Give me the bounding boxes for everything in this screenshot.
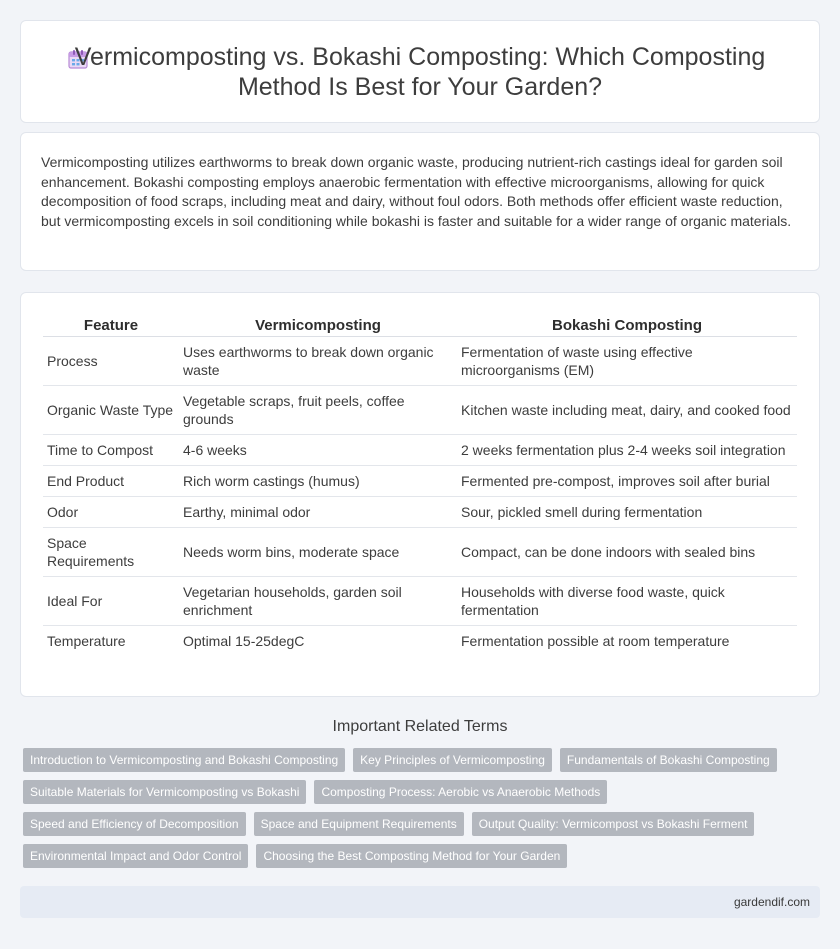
feature-cell: Process <box>43 337 179 386</box>
table-row <box>43 497 797 528</box>
bokashi-cell: Kitchen waste including meat, dairy, and cooked food <box>457 386 797 435</box>
vermicomposting-cell: Optimal 15-25degC <box>183 633 305 649</box>
related-term-tag[interactable]: Fundamentals of Bokashi Composting <box>560 748 777 772</box>
related-term-tag[interactable]: Speed and Efficiency of Decomposition <box>23 812 246 836</box>
intro-card <box>20 132 820 271</box>
comparison-card <box>20 292 820 697</box>
table-row <box>43 577 797 626</box>
bokashi-cell: Households with diverse food waste, quick fermentation <box>457 577 797 626</box>
related-terms-section <box>20 718 820 868</box>
title-card <box>20 20 820 123</box>
header-feature: Feature <box>43 313 179 337</box>
table-row <box>43 386 797 435</box>
footer <box>20 886 820 918</box>
table-row <box>43 466 797 497</box>
related-term-tag[interactable]: Introduction to Vermicomposting and Bokashi Composting <box>23 748 345 772</box>
vermicomposting-cell: Vegetable scraps, fruit peels, coffee grounds <box>179 386 457 435</box>
related-term-tag[interactable]: Output Quality: Vermicompost vs Bokashi Ferment <box>472 812 755 836</box>
related-terms-heading: Important Related Terms <box>332 718 508 735</box>
bokashi-cell: Fermentation of waste using effective microorganisms (EM) <box>457 337 797 386</box>
vermicomposting-cell: Rich worm castings (humus) <box>179 466 457 497</box>
bokashi-cell: 2 weeks fermentation plus 2-4 weeks soil integration <box>457 435 797 466</box>
bokashi-cell: Sour, pickled smell during fermentation <box>457 497 797 528</box>
feature-cell: Space Requirements <box>43 528 179 577</box>
footer-site-link[interactable]: gardendif.com <box>733 895 810 909</box>
table-row <box>43 528 797 577</box>
feature-cell: Odor <box>43 497 179 528</box>
related-term-tag[interactable]: Choosing the Best Composting Method for Your Garden <box>256 844 567 868</box>
related-term-tag[interactable]: Space and Equipment Requirements <box>254 812 464 836</box>
table-row <box>43 435 797 466</box>
header-vermicomposting: Vermicomposting <box>179 313 457 337</box>
related-term-tag[interactable]: Key Principles of Vermicomposting <box>353 748 552 772</box>
bokashi-cell: Fermentation possible at room temperature <box>461 633 730 649</box>
header-bokashi: Bokashi Composting <box>457 313 797 337</box>
related-term-tag[interactable]: Composting Process: Aerobic vs Anaerobic Methods <box>314 780 607 804</box>
related-terms-tags <box>20 748 820 868</box>
bokashi-cell: Compact, can be done indoors with sealed bins <box>457 528 797 577</box>
vermicomposting-cell: Needs worm bins, moderate space <box>179 528 457 577</box>
vermicomposting-cell: Earthy, minimal odor <box>179 497 457 528</box>
related-term-tag[interactable]: Suitable Materials for Vermicomposting vs Bokashi <box>23 780 306 804</box>
table-header-row <box>43 313 797 337</box>
feature-cell: Organic Waste Type <box>43 386 179 435</box>
feature-cell: Ideal For <box>43 577 179 626</box>
feature-cell: End Product <box>43 466 179 497</box>
bokashi-cell: Fermented pre-compost, improves soil after burial <box>457 466 797 497</box>
table-row <box>43 337 797 386</box>
comparison-table <box>43 313 797 656</box>
feature-cell: Temperature <box>47 633 126 649</box>
intro-paragraph: Vermicomposting utilizes earthworms to break down organic waste, producing nutrient-rich castings ideal for garden soil enhancement. Bokashi composting employs anaerobic fermentation with effective microorganisms, allowing for quick decomposition of food scraps, including meat and dairy, without foul odors. Both methods offer efficient waste reduction, but vermicomposting excels in soil conditioning while bokashi is faster and suitable for a wider range of organic materials. <box>41 154 792 229</box>
feature-cell: Time to Compost <box>43 435 179 466</box>
related-term-tag[interactable]: Environmental Impact and Odor Control <box>23 844 248 868</box>
page-title: Vermicomposting vs. Bokashi Composting: Which Composting Method Is Best for Your Garden? <box>74 42 766 101</box>
vermicomposting-cell: Vegetarian households, garden soil enrichment <box>179 577 457 626</box>
table-row <box>43 626 797 656</box>
vermicomposting-cell: Uses earthworms to break down organic waste <box>179 337 457 386</box>
vermicomposting-cell: 4-6 weeks <box>179 435 457 466</box>
